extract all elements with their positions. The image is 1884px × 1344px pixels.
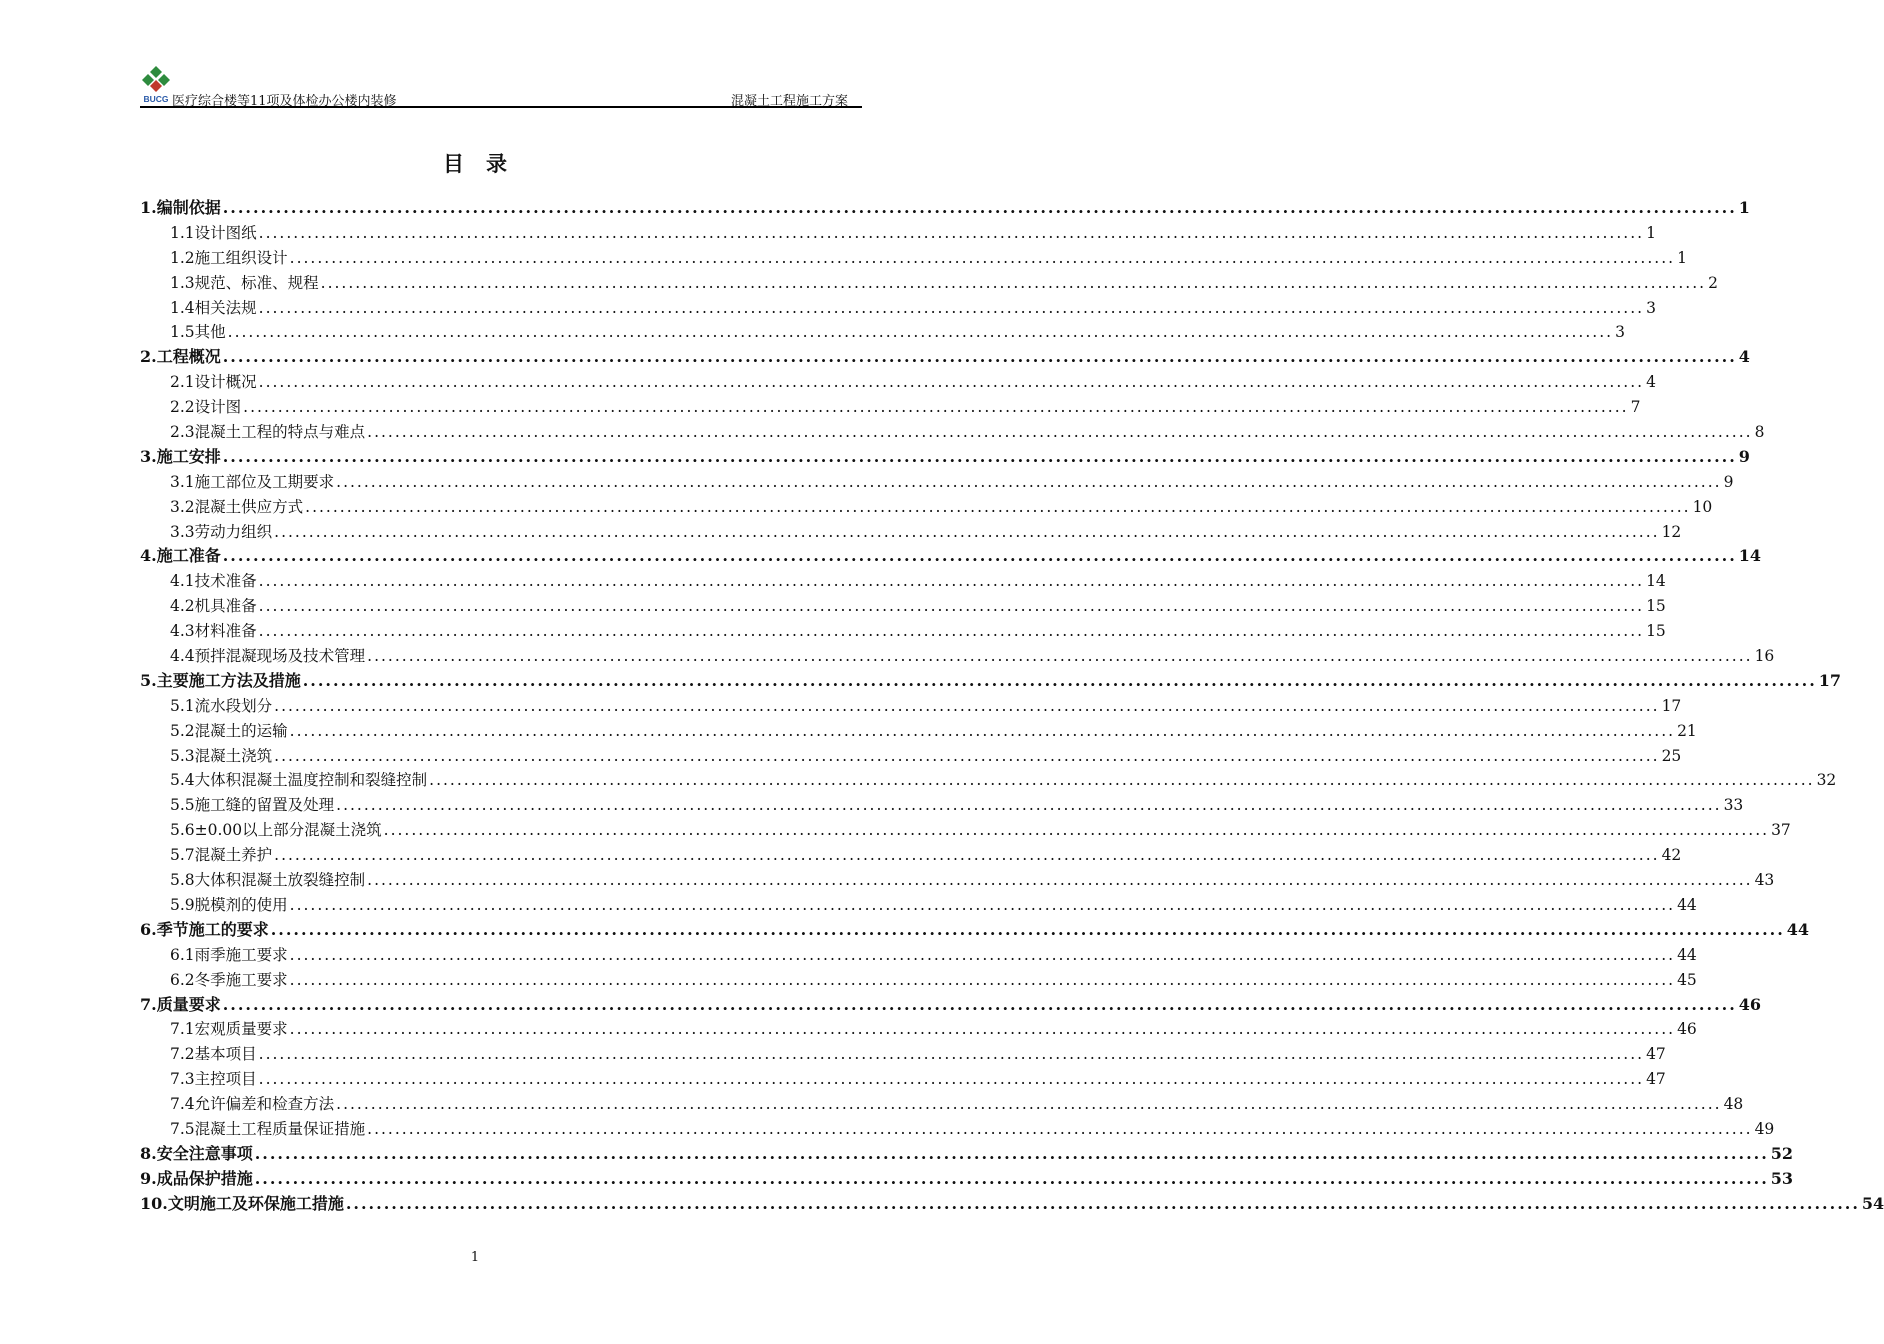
toc-dot-leader: ........................................................................................................................................................................................................: [258, 223, 1645, 242]
toc-entry-label: 4.4预拌混凝现场及技术管理: [170, 647, 366, 666]
toc-entry-page: 53: [1770, 1168, 1794, 1188]
toc-entry-page: 17: [1661, 696, 1682, 715]
toc-entry-page: 10: [1692, 497, 1713, 516]
toc-section-entry[interactable]: [140, 420, 1765, 445]
page-title: 目录: [443, 151, 529, 176]
toc-dot-leader: ........................................................................................................................................................................................................: [336, 1095, 1722, 1114]
toc-section-entry[interactable]: [140, 246, 1687, 271]
toc-entry-page: 47: [1646, 1070, 1666, 1089]
toc-dot-leader: ........................................................................................................................................................................................................: [289, 1020, 1676, 1039]
toc-dot-leader: ........................................................................................................................................................................................................: [383, 821, 1770, 840]
toc-section-entry[interactable]: [140, 719, 1697, 744]
toc-entry-page: 21: [1677, 721, 1697, 740]
toc-chapter-entry[interactable]: [140, 1167, 1794, 1192]
toc-section-entry[interactable]: [140, 644, 1775, 669]
toc-dot-leader: ........................................................................................................................................................................................................: [258, 298, 1645, 317]
toc-entry-page: 15: [1646, 622, 1666, 641]
toc-dot-leader: ........................................................................................................................................................................................................: [258, 1070, 1645, 1089]
toc-section-entry[interactable]: [140, 968, 1697, 993]
toc-dot-leader: ........................................................................................................................................................................................................: [367, 423, 1753, 442]
toc-chapter-entry[interactable]: [140, 993, 1762, 1018]
toc-chapter-entry[interactable]: [140, 445, 1750, 470]
toc-entry-label: 5.7混凝土养护: [170, 846, 273, 865]
toc-dot-leader: ........................................................................................................................................................................................................: [336, 796, 1722, 815]
toc-section-entry[interactable]: [140, 1017, 1697, 1042]
toc-section-entry[interactable]: [140, 320, 1625, 345]
toc-entry-page: 45: [1677, 970, 1697, 989]
bucg-logo: [140, 64, 172, 104]
logo-text: BUCG: [143, 94, 169, 104]
toc-section-entry[interactable]: [140, 271, 1718, 296]
toc-section-entry[interactable]: [140, 1067, 1666, 1092]
toc-entry-label: 9.成品保护措施: [140, 1168, 253, 1188]
toc-chapter-entry[interactable]: [140, 669, 1842, 694]
toc-entry-page: 46: [1677, 1020, 1697, 1039]
toc-dot-leader: ........................................................................................................................................................................................................: [258, 572, 1645, 591]
toc-entry-label: 8.安全注意事项: [140, 1143, 253, 1163]
toc-entry-label: 5.2混凝土的运输: [170, 721, 288, 740]
toc-dot-leader: ........................................................................................................................................................................................................: [254, 1168, 1769, 1188]
toc-entry-label: 5.5施工缝的留置及处理: [170, 796, 335, 815]
toc-section-entry[interactable]: [140, 470, 1734, 495]
header-rule: [140, 106, 862, 108]
page-header: [140, 64, 862, 108]
toc-section-entry[interactable]: [140, 768, 1837, 793]
toc-entry-page: 47: [1646, 1045, 1666, 1064]
toc-dot-leader: ........................................................................................................................................................................................................: [289, 970, 1676, 989]
toc-dot-leader: ........................................................................................................................................................................................................: [345, 1193, 1860, 1213]
toc-entry-label: 1.1设计图纸: [170, 223, 257, 242]
toc-entry-label: 4.3材料准备: [170, 622, 257, 641]
toc-entry-page: 2: [1708, 273, 1718, 292]
toc-entry-page: 48: [1723, 1095, 1744, 1114]
page-number: 1: [470, 1250, 480, 1265]
toc-dot-leader: ........................................................................................................................................................................................................: [274, 696, 1660, 715]
toc-dot-leader: ........................................................................................................................................................................................................: [289, 945, 1676, 964]
toc-section-entry[interactable]: [140, 818, 1791, 843]
toc-entry-page: 44: [1677, 895, 1697, 914]
toc-entry-label: 5.1流水段划分: [170, 696, 273, 715]
table-of-contents: [140, 196, 1884, 1217]
toc-entry-label: 1.编制依据: [140, 198, 221, 217]
toc-entry-label: 5.6±0.00以上部分混凝土浇筑: [170, 821, 382, 840]
toc-dot-leader: ........................................................................................................................................................................................................: [429, 771, 1815, 790]
toc-entry-label: 3.2混凝土供应方式: [170, 497, 304, 516]
toc-entry-label: 5.主要施工方法及措施: [140, 670, 301, 690]
toc-entry-page: 32: [1816, 771, 1837, 790]
toc-entry-page: 44: [1677, 945, 1697, 964]
toc-entry-page: 15: [1646, 597, 1666, 616]
toc-dot-leader: ........................................................................................................................................................................................................: [367, 1119, 1753, 1138]
toc-dot-leader: ........................................................................................................................................................................................................: [320, 273, 1707, 292]
toc-section-entry[interactable]: [140, 520, 1682, 545]
toc-entry-page: 12: [1661, 522, 1682, 541]
toc-chapter-entry[interactable]: [140, 1142, 1794, 1167]
toc-entry-page: 25: [1661, 746, 1682, 765]
toc-section-entry[interactable]: [140, 495, 1713, 520]
toc-entry-label: 7.1宏观质量要求: [170, 1020, 288, 1039]
toc-entry-label: 7.质量要求: [140, 994, 221, 1014]
toc-dot-leader: ........................................................................................................................................................................................................: [289, 248, 1676, 267]
toc-dot-leader: ........................................................................................................................................................................................................: [367, 871, 1753, 890]
toc-entry-page: 4: [1738, 347, 1750, 367]
toc-entry-page: 49: [1754, 1119, 1775, 1138]
toc-entry-label: 5.8大体积混凝土放裂缝控制: [170, 871, 366, 890]
toc-entry-page: 52: [1770, 1143, 1794, 1163]
toc-dot-leader: ........................................................................................................................................................................................................: [258, 597, 1645, 616]
toc-dot-leader: ........................................................................................................................................................................................................: [367, 647, 1753, 666]
toc-section-entry[interactable]: [140, 296, 1656, 321]
toc-entry-page: 43: [1754, 871, 1775, 890]
toc-dot-leader: ........................................................................................................................................................................................................: [243, 398, 1629, 417]
toc-entry-label: 7.5混凝土工程质量保证措施: [170, 1119, 366, 1138]
toc-entry-label: 5.4大体积混凝土温度控制和裂缝控制: [170, 771, 428, 790]
toc-section-entry[interactable]: [140, 843, 1682, 868]
toc-dot-leader: ........................................................................................................................................................................................................: [274, 746, 1660, 765]
header-project-name: 医疗综合楼等11项及体检办公楼内装修: [172, 94, 397, 109]
toc-entry-label: 6.1雨季施工要求: [170, 945, 288, 964]
toc-entry-page: 14: [1646, 572, 1666, 591]
toc-entry-label: 6.2冬季施工要求: [170, 970, 288, 989]
toc-section-entry[interactable]: [140, 370, 1656, 395]
toc-entry-page: 37: [1771, 821, 1791, 840]
toc-section-entry[interactable]: [140, 943, 1697, 968]
toc-entry-page: 46: [1738, 994, 1762, 1014]
toc-dot-leader: ........................................................................................................................................................................................................: [222, 546, 1737, 566]
toc-chapter-entry[interactable]: [140, 196, 1750, 221]
toc-chapter-entry[interactable]: [140, 544, 1762, 569]
toc-section-entry[interactable]: [140, 221, 1656, 246]
toc-entry-page: 1: [1646, 223, 1656, 242]
toc-entry-label: 1.5其他: [170, 323, 226, 342]
toc-entry-page: 3: [1646, 298, 1656, 317]
toc-entry-label: 5.3混凝土浇筑: [170, 746, 273, 765]
toc-dot-leader: ........................................................................................................................................................................................................: [305, 497, 1691, 516]
toc-entry-page: 54: [1861, 1193, 1884, 1213]
toc-entry-label: 7.3主控项目: [170, 1070, 257, 1089]
toc-entry-page: 3: [1615, 323, 1625, 342]
toc-entry-page: 1: [1738, 198, 1750, 217]
toc-entry-label: 7.2基本项目: [170, 1045, 257, 1064]
toc-section-entry[interactable]: [140, 744, 1682, 769]
toc-entry-label: 1.4相关法规: [170, 298, 257, 317]
header-document-title: 混凝土工程施工方案: [730, 94, 848, 109]
toc-dot-leader: ........................................................................................................................................................................................................: [258, 622, 1645, 641]
toc-entry-page: 33: [1723, 796, 1744, 815]
toc-entry-page: 4: [1646, 373, 1656, 392]
toc-entry-label: 1.2施工组织设计: [170, 248, 288, 267]
toc-section-entry[interactable]: [140, 569, 1666, 594]
toc-entry-label: 3.1施工部位及工期要求: [170, 472, 335, 491]
toc-section-entry[interactable]: [140, 395, 1641, 420]
toc-entry-label: 4.2机具准备: [170, 597, 257, 616]
toc-dot-leader: ........................................................................................................................................................................................................: [302, 670, 1817, 690]
toc-entry-page: 42: [1661, 846, 1682, 865]
toc-dot-leader: ........................................................................................................................................................................................................: [222, 347, 1737, 367]
toc-entry-label: 2.1设计概况: [170, 373, 257, 392]
toc-entry-page: 17: [1818, 670, 1842, 690]
toc-entry-label: 5.9脱模剂的使用: [170, 895, 288, 914]
toc-entry-page: 9: [1738, 446, 1750, 466]
toc-entry-label: 3.施工安排: [140, 446, 221, 466]
toc-chapter-entry[interactable]: [140, 345, 1750, 370]
toc-section-entry[interactable]: [140, 893, 1697, 918]
toc-section-entry[interactable]: [140, 868, 1775, 893]
toc-section-entry[interactable]: [140, 1117, 1775, 1142]
toc-section-entry[interactable]: [140, 793, 1744, 818]
toc-dot-leader: ........................................................................................................................................................................................................: [222, 446, 1737, 466]
toc-dot-leader: ........................................................................................................................................................................................................: [274, 522, 1660, 541]
toc-entry-label: 1.3规范、标准、规程: [170, 273, 319, 292]
toc-entry-page: 16: [1754, 647, 1775, 666]
toc-dot-leader: ........................................................................................................................................................................................................: [289, 721, 1676, 740]
toc-dot-leader: ........................................................................................................................................................................................................: [289, 895, 1676, 914]
toc-chapter-entry[interactable]: [140, 918, 1810, 943]
toc-entry-label: 2.3混凝土工程的特点与难点: [170, 423, 366, 442]
toc-dot-leader: ........................................................................................................................................................................................................: [336, 472, 1722, 491]
toc-entry-label: 4.施工准备: [140, 546, 221, 566]
toc-dot-leader: ........................................................................................................................................................................................................: [258, 373, 1645, 392]
toc-entry-page: 1: [1677, 248, 1687, 267]
toc-dot-leader: ........................................................................................................................................................................................................: [227, 323, 1614, 342]
toc-section-entry[interactable]: [140, 619, 1666, 644]
toc-chapter-entry[interactable]: [140, 1192, 1884, 1217]
toc-section-entry[interactable]: [140, 694, 1682, 719]
toc-entry-page: 7: [1630, 398, 1641, 417]
toc-dot-leader: ........................................................................................................................................................................................................: [270, 919, 1785, 939]
toc-entry-label: 2.工程概况: [140, 347, 221, 367]
toc-dot-leader: ........................................................................................................................................................................................................: [222, 198, 1737, 217]
toc-dot-leader: ........................................................................................................................................................................................................: [254, 1143, 1769, 1163]
toc-entry-page: 44: [1786, 919, 1810, 939]
toc-section-entry[interactable]: [140, 1042, 1666, 1067]
toc-dot-leader: ........................................................................................................................................................................................................: [222, 994, 1737, 1014]
toc-entry-page: 8: [1754, 423, 1765, 442]
toc-dot-leader: ........................................................................................................................................................................................................: [274, 846, 1660, 865]
toc-section-entry[interactable]: [140, 594, 1666, 619]
toc-entry-label: 2.2设计图: [170, 398, 242, 417]
toc-entry-label: 3.3劳动力组织: [170, 522, 273, 541]
toc-entry-label: 7.4允许偏差和检查方法: [170, 1095, 335, 1114]
toc-entry-page: 14: [1738, 546, 1762, 566]
toc-entry-page: 9: [1723, 472, 1734, 491]
toc-dot-leader: ........................................................................................................................................................................................................: [258, 1045, 1645, 1064]
toc-entry-label: 10.文明施工及环保施工措施: [140, 1193, 344, 1213]
toc-section-entry[interactable]: [140, 1092, 1744, 1117]
toc-entry-label: 4.1技术准备: [170, 572, 257, 591]
toc-entry-label: 6.季节施工的要求: [140, 919, 269, 939]
